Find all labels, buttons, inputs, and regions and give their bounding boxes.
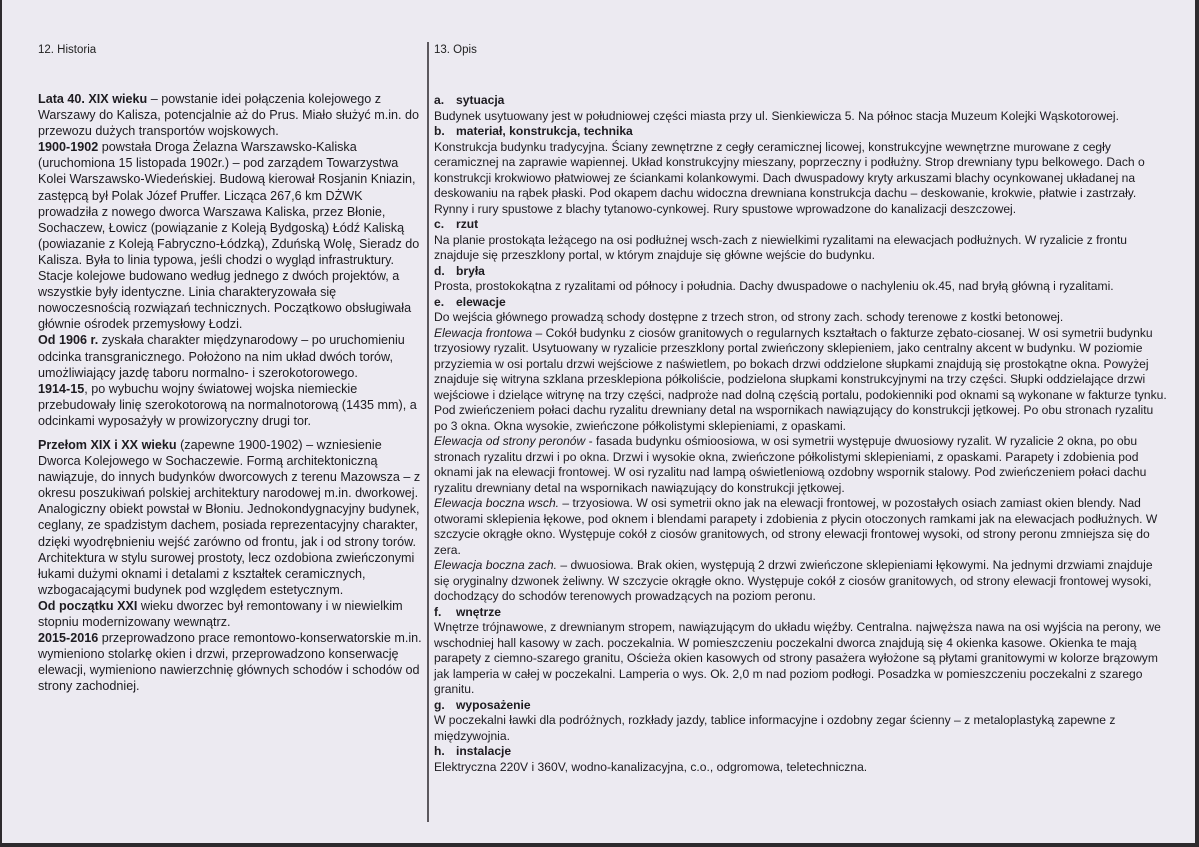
- section-title-historia: 12. Historia: [38, 44, 97, 56]
- history-paragraph: [38, 332, 424, 380]
- subsection-heading-text: wyposażenie: [456, 697, 531, 712]
- subsection-letter: c.: [434, 217, 445, 231]
- subsection-body: Budynek usytuowany jest w południowej części miasta przy ul. Sienkiewicza 5. Na północ stacja Muzeum Kolejki Wąskotorowej.: [434, 108, 1119, 123]
- subsection-heading-wyposazenie: [434, 698, 1169, 714]
- subsection-body: Do wejścia głównego prowadzą schody dostępne z trzech stron, od strony zach. schody terenowe z kostki betonowej.: [434, 310, 1064, 324]
- subsection-heading-elewacje: [434, 295, 1169, 311]
- history-text: zyskała charakter międzynarodowy – po uruchomieniu odcinka transgranicznego. Położono na nim układ dwóch torów, umożliwiający jazdę taboru normalno- i szerokotorowego.: [38, 333, 405, 380]
- subsection-heading-text: instalacje: [456, 744, 512, 758]
- subsection-heading-text: sytuacja: [456, 93, 505, 107]
- subsection-letter: e.: [434, 294, 445, 309]
- elevation-label: Elewacja boczna wsch.: [434, 496, 560, 510]
- subsection-heading-text: rzut: [456, 217, 479, 231]
- history-text: , po wybuchu wojny światowej wojska niemieckie przebudowały linię szerokotorową na normalnotorową (1435 mm), a odcinkami wyposażyły w prowizoryczny drugi tor.: [38, 381, 417, 428]
- history-paragraph: [38, 630, 424, 694]
- subsection-heading-text: elewacje: [456, 294, 506, 309]
- history-date: 1900-1902: [38, 140, 99, 155]
- history-date: 1914-15: [38, 381, 85, 396]
- elevation-text: - fasada budynku ośmioosiowa, w osi symetrii występuje dwuosiowy ryzalit. W ryzalicie 2 okna, po obu stronach ryzalitu drzwi i po okna. Drzwi i wysokie okna, zwieńczone półkolistymi sklepieniami, z opaskami. Parapety i zdobienia pod oknami jak na elewacji frontowej. W osi ryzalitu nad lampą oświetleniową ozdobny wspornik stalowy. Pod zwieńczeniem połaci dachu ryzalitu drewniany detal na wspornikach nawiązujący do konstrukcji jętkowej.: [434, 434, 1147, 495]
- elevation-text: – trzyosiowa. W osi symetrii okno jak na elewacji frontowej, w pozostałych osiach zamiast okien blendy. Nad otworami sklepienia łękowe, pod oknem i blendami parapety i zdobienia z płycin otoczonych ramkami jak na elewacjach podłużnych. W szczycie okrągłe okno. Występuje cokół z ciosów granitowych, od strony elewacji frontowej wysoki, od strony peronu zmniejsza się do zera.: [434, 496, 1158, 557]
- subsection-body: Na planie prostokąta leżącego na osi podłużnej wsch-zach z niewielkimi ryzalitami na elewacjach podłużnych. W ryzalicie z frontu znajduje się przeszklony portal, w którym znajduje się główne wejście do budynku.: [434, 232, 1128, 262]
- history-text: – powstanie idei połączenia kolejowego z Warszawy do Kalisza, potencjalnie aż do Prus. Miało służyć m.in. do przewozu dużych transportów wojskowych.: [38, 92, 420, 139]
- elevation-text: – dwuosiowa. Brak okien, występują 2 drzwi zwieńczone sklepieniami łękowymi. Na jednymi drzwiami znajduje się oryginalny dzwonek żeliwny. W szczycie okrągłe okno. Występuje cokół z ciosów granitowych, od strony elewacji frontowej wysoki, dochodzący do schodów terenowych prowadzących na poziom peronu.: [434, 558, 1153, 603]
- subsection-letter: h.: [434, 744, 445, 758]
- elevation-label: Elewacja frontowa: [434, 325, 533, 340]
- history-paragraph: [38, 381, 424, 429]
- subsection-letter: f.: [434, 604, 442, 619]
- subsection-heading-material: [434, 124, 1169, 140]
- history-text: powstała Droga Żelazna Warszawsko-Kaliska (uruchomiona 15 listopada 1902r.) – pod zarządem Towarzystwa Kolei Warszawsko-Wiedeńskiej. Budową kierował Rosjanin Kniazin, zastępcą był Polak Józef Pruffer. Licząca 267,6 km DŻWK prowadziła z nowego dworca Warszawa Kaliska, przez Błonie, Sochaczew, Łowicz (powiązanie z Koleją Bydgoską) Łódź Kaliską (powiazanie z Koleją Fabryczno-Łódzką), Zduńską Wolę, Sieradz do Kalisza. Była to linia typowa, jeśli chodzi o wygląd infrastruktury. Stacje kolejowe budowano według jednego z dwóch projektów, a wszystkie były identyczne. Linia charakteryzowała się nowoczesnością rozwiązań technicznych. Początkowo obsługiwała głównie ośrodek przemysłowy Łodzi.: [38, 140, 420, 332]
- subsection-body: Konstrukcja budynku tradycyjna. Ściany zewnętrzne z cegły ceramicznej licowej, konstrukcyjne wewnętrzne murowane z cegły ceramicznej na zaprawie wapiennej. Układ konstrukcyjny mieszany, poprzeczny i podłużny. Strop drewniany typu belkowego. Dach o konstrukcji krokwiowo płatwiowej ze ściankami kolankowymi. Dach dwuspadowy kryty arkuszami blachy ocynkowanej układanej na deskowaniu na rąbek płaski. Pod okapem dachu widoczna drewniana konstrukcja dachu – deskowanie, krokwie, płatwie i zastrzały. Rynny i rury spustowe z blachy tytanowo-cynkowej. Rury spustowe wprowadzone do kanalizacji deszczowej.: [434, 139, 1145, 216]
- history-paragraph: [38, 91, 424, 139]
- history-date: Od 1906 r.: [38, 333, 99, 348]
- history-text: wieku dworzec był remontowany i w niewielkim stopniu modernizowany wewnątrz.: [38, 598, 403, 629]
- subsection-heading-bryla: [434, 264, 1169, 280]
- subsection-heading-instalacje: [434, 744, 1169, 760]
- history-text: (zapewne 1900-1902) – wzniesienie Dworca Kolejowego w Sochaczewie. Formą architektoniczną nawiązuje, do innych budynków dworcowych z terenu Mazowsza – z okresu poszukiwań polskiej architektury narodowej m.in. dworkowej. Analogiczny obiekt powstał w Błoniu. Jednokondygnacyjny budynek, ceglany, ze spadzistym dachem, posiada reprezentacyjny charakter, dzięki wyodrębnieniu wejść zarówno od frontu, jak i od strony torów. Architektura w stylu surowej prostoty, lecz ozdobiona zwieńczonymi łukami dużymi oknami i detalami z kształtek ceramicznych, wzbogacającymi budynek pod względem estetycznym.: [38, 437, 421, 597]
- elevation-paragraph: [434, 496, 1169, 558]
- subsection-body: Prosta, prostokokątna z ryzalitami od północy i południa. Dachy dwuspadowe o nachyleniu ok.45, nad bryłą główną i ryzalitami.: [434, 279, 1114, 293]
- elevation-paragraph: [434, 558, 1169, 605]
- subsection-letter: b.: [434, 124, 445, 138]
- description-column: [434, 93, 1169, 775]
- document-page: [2, 0, 1195, 843]
- subsection-heading-text: wnętrze: [456, 604, 502, 619]
- history-column: [38, 91, 424, 694]
- history-paragraph: [38, 598, 424, 630]
- history-date: Lata 40. XIX wieku: [38, 92, 148, 106]
- elevation-label: Elewacja od strony peronów: [434, 434, 586, 448]
- history-text: przeprowadzono prace remontowo-konserwatorskie m.in. wymieniono stolarkę okien i drzwi, przeprowadzono konserwację elewacji, wymieniono nawierzchnię głównych schodów i schodów od strony zachodniej.: [38, 631, 422, 694]
- subsection-heading-wnetrze: [434, 605, 1169, 621]
- subsection-heading-text: bryła: [456, 263, 485, 278]
- subsection-heading-text: materiał, konstrukcja, technika: [456, 124, 633, 138]
- subsection-heading-rzut: [434, 217, 1169, 233]
- subsection-letter: g.: [434, 697, 445, 712]
- subsection-heading-sytuacja: [434, 93, 1169, 109]
- history-date: 2015-2016: [38, 631, 99, 646]
- subsection-letter: a.: [434, 93, 445, 107]
- subsection-letter: d.: [434, 263, 445, 278]
- section-title-opis: 13. Opis: [434, 44, 477, 56]
- subsection-body: Wnętrze trójnawowe, z drewnianym stropem, nawiązującym do układu więźby. Centralna. najwęższa nawa na osi wyjścia na perony, we wschodniej hall kasowy w zach. poczekalnia. W pomieszczeniu poczekalni dworca znajdują się 4 okienka kasowe. Okienka te mają parapety z ciemno-szarego granitu, Ościeża okien kasowych od strony pasażera wyłożone są płytami granitowymi w kolorze brązowym jak lamperia w całej w poczekalni. Lamperia o wys. Ok. 2,0 m nad poziom podłogi. Posadzka w pomieszczeniu poczekalni z szarego granitu.: [434, 620, 1161, 696]
- column-divider: [427, 42, 429, 822]
- elevation-paragraph: [434, 326, 1169, 435]
- history-date: Przełom XIX i XX wieku: [38, 437, 177, 452]
- elevation-paragraph: [434, 434, 1169, 496]
- elevation-text: – Cokół budynku z ciosów granitowych o regularnych kształtach o fakturze zębato-ciosanej. W osi symetrii budynku trzyosiowy ryzalit. Usytuowany w ryzalicie przeszklony portal zwieńczony sklepieniem, jako centralny akcent w budynku. W poziomie przyziemia w osi portalu drzwi wejściowe z naświetlem, po bokach drzwi oddzielone słupkami znajdują się prostokątne okna. Powyżej znajduje się witryna szklana przesklepiona półkoliście, podzielona słupkami konstrukcyjnymi na trzy części. Słupki oddzielające drzwi wejściowe i dzielące witrynę na trzy części, nadproże nad dolną częścią portalu, podokienniki pod oknami są wykonane w fakturze tynku. Pod zwieńczeniem połaci dachu ryzalitu drewniany detal na wspornikach nawiązujący do konstrukcji jętkowej. Po obu stronach ryzalitu po 3 okna. Okna wysokie, zwieńczone półkolistymi sklepieniami, z opaskami.: [434, 325, 1167, 433]
- history-paragraph: [38, 437, 424, 598]
- elevation-label: Elewacja boczna zach.: [434, 558, 558, 572]
- subsection-body: Elektryczna 220V i 360V, wodno-kanalizacyjna, c.o., odgromowa, teletechniczna.: [434, 759, 868, 774]
- history-paragraph: [38, 139, 424, 332]
- subsection-body: W poczekalni ławki dla podróżnych, rozkłady jazdy, tablice informacyjne i ozdobny zegar ścienny – z metaloplastyką zapewne z międzywojnia.: [434, 713, 1116, 743]
- history-date: Od początku XXI: [38, 598, 138, 613]
